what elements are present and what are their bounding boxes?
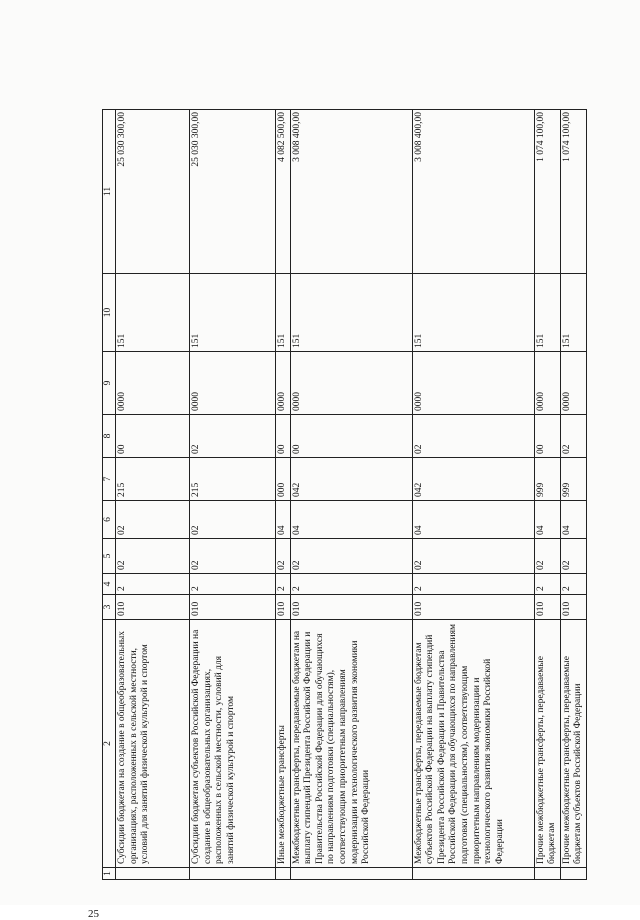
table-row: [290, 110, 412, 880]
rotated-table-block: [88, 110, 584, 920]
amount-cell: 1 074 100,00: [534, 110, 560, 274]
amount-cell: 25 030 300,00: [190, 110, 276, 274]
code-cell: 0000: [290, 352, 412, 415]
code-cell: 02: [560, 415, 586, 458]
code-cell: 151: [560, 274, 586, 352]
code-cell: 2: [560, 574, 586, 595]
code-cell: 0000: [190, 352, 276, 415]
code-cell: 999: [534, 458, 560, 501]
code-cell: 2: [412, 574, 534, 595]
row-number-cell: [190, 868, 276, 880]
header-cell: 3: [103, 595, 116, 620]
code-cell: 151: [190, 274, 276, 352]
code-cell: 04: [290, 501, 412, 539]
table-row: [116, 110, 190, 880]
amount-cell: 3 008 400,00: [412, 110, 534, 274]
header-cell: 5: [103, 539, 116, 574]
row-number-cell: [412, 868, 534, 880]
table-row: [190, 110, 276, 880]
code-cell: 2: [534, 574, 560, 595]
amount-cell: 3 008 400,00: [290, 110, 412, 274]
row-number-cell: [276, 868, 291, 880]
description-cell: Субсидии бюджетам субъектов Российской Федерации на создание в общеобразовательных организациях, расположенных в сельской местности, условий для занятий физической культурой и спортом: [190, 620, 276, 868]
code-cell: 010: [190, 595, 276, 620]
code-cell: 0000: [412, 352, 534, 415]
code-cell: 215: [190, 458, 276, 501]
description-cell: Субсидии бюджетам на создание в общеобразовательных организациях, расположенных в сельской местности, условий для занятий физической культурой и спортом: [116, 620, 190, 868]
code-cell: 2: [290, 574, 412, 595]
code-cell: 04: [534, 501, 560, 539]
code-cell: 04: [412, 501, 534, 539]
code-cell: 0000: [560, 352, 586, 415]
code-cell: 010: [290, 595, 412, 620]
description-cell: Прочие межбюджетные трансферты, передаваемые бюджетам субъектов Российской Федерации: [560, 620, 586, 868]
code-cell: 00: [276, 415, 291, 458]
code-cell: 02: [190, 415, 276, 458]
table-row: [560, 110, 586, 880]
code-cell: 02: [534, 539, 560, 574]
code-cell: 00: [290, 415, 412, 458]
code-cell: 02: [276, 539, 291, 574]
code-cell: 000: [276, 458, 291, 501]
description-cell: Прочие межбюджетные трансферты, передаваемые бюджетам: [534, 620, 560, 868]
header-cell: 10: [103, 274, 116, 352]
page-number: 25: [88, 908, 99, 920]
table-row: [412, 110, 534, 880]
code-cell: 02: [412, 415, 534, 458]
description-cell: Иные межбюджетные трансферты: [276, 620, 291, 868]
code-cell: 02: [116, 539, 190, 574]
header-cell: 1: [103, 868, 116, 880]
code-cell: 151: [290, 274, 412, 352]
code-cell: 215: [116, 458, 190, 501]
code-cell: 2: [116, 574, 190, 595]
code-cell: 0000: [116, 352, 190, 415]
row-number-cell: [116, 868, 190, 880]
code-cell: 151: [276, 274, 291, 352]
code-cell: 02: [560, 539, 586, 574]
code-cell: 02: [190, 539, 276, 574]
code-cell: 151: [534, 274, 560, 352]
row-number-cell: [534, 868, 560, 880]
description-cell: Межбюджетные трансферты, передаваемые бюджетам субъектов Российской Федерации на выплату стипендий Президента Российской Федерации и Правительства Российской Федерации для обучающихся по направлениям подготовки (специальностям), соответствующим приоритетным направлениям модернизации и технологического развития экономики Российской Федерации: [412, 620, 534, 868]
code-cell: 042: [290, 458, 412, 501]
header-cell: 2: [103, 620, 116, 868]
code-cell: 0000: [534, 352, 560, 415]
header-cell: 6: [103, 501, 116, 539]
code-cell: 010: [534, 595, 560, 620]
budget-table: [102, 109, 587, 880]
table-row: [534, 110, 560, 880]
amount-cell: 4 082 500,00: [276, 110, 291, 274]
table-row: [276, 110, 291, 880]
code-cell: 02: [116, 501, 190, 539]
code-cell: 0000: [276, 352, 291, 415]
header-row: [103, 110, 116, 880]
code-cell: 02: [190, 501, 276, 539]
amount-cell: 25 030 300,00: [116, 110, 190, 274]
code-cell: 00: [116, 415, 190, 458]
code-cell: 2: [276, 574, 291, 595]
header-cell: 9: [103, 352, 116, 415]
code-cell: 010: [116, 595, 190, 620]
code-cell: 04: [560, 501, 586, 539]
header-cell: 11: [103, 110, 116, 274]
header-cell: 4: [103, 574, 116, 595]
header-cell: 8: [103, 415, 116, 458]
code-cell: 010: [560, 595, 586, 620]
code-cell: 04: [276, 501, 291, 539]
code-cell: 00: [534, 415, 560, 458]
code-cell: 151: [412, 274, 534, 352]
code-cell: 2: [190, 574, 276, 595]
row-number-cell: [290, 868, 412, 880]
code-cell: 999: [560, 458, 586, 501]
code-cell: 02: [412, 539, 534, 574]
code-cell: 151: [116, 274, 190, 352]
code-cell: 042: [412, 458, 534, 501]
row-number-cell: [560, 868, 586, 880]
code-cell: 010: [276, 595, 291, 620]
description-cell: Межбюджетные трансферты, передаваемые бюджетам на выплату стипендий Президента Российской Федерации и Правительства Российской Федерации для обучающихся по направлениям подготовки (специальностям), соответствующим приоритетным направлениям модернизации и технологического развития экономики Российской Федерации: [290, 620, 412, 868]
header-cell: 7: [103, 458, 116, 501]
amount-cell: 1 074 100,00: [560, 110, 586, 274]
code-cell: 010: [412, 595, 534, 620]
code-cell: 02: [290, 539, 412, 574]
